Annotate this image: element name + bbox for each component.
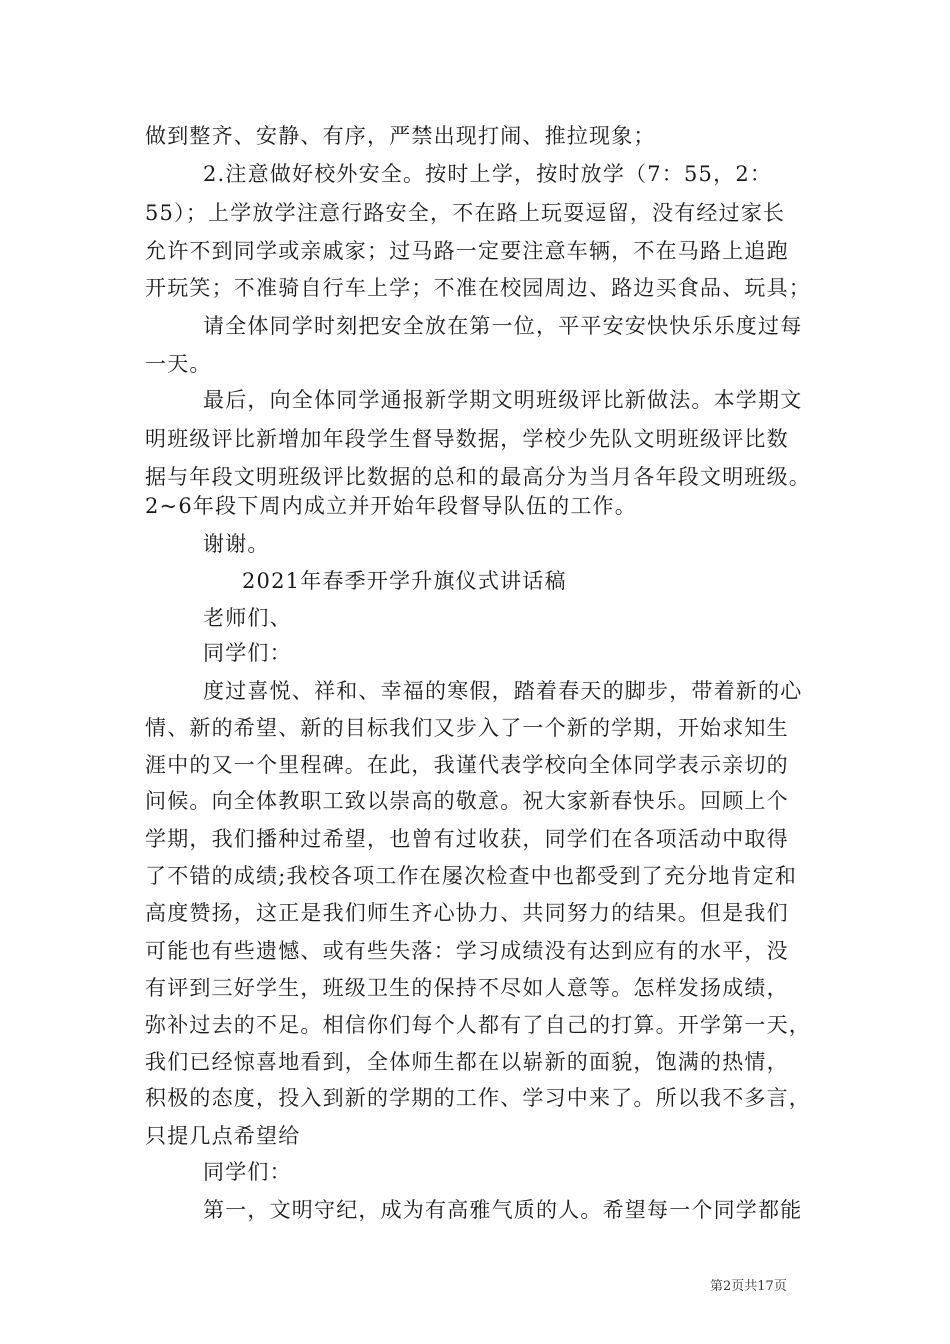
text-line: 最后，向全体同学通报新学期文明班级评比新做法。本学期文 — [203, 388, 803, 412]
text-line: 允许不到同学或亲戚家；过马路一定要注意车辆，不在马路上追跑 — [145, 239, 789, 263]
text-line: 据与年段文明班级评比数据的总和的最高分为当月各年段文明班级。 — [145, 465, 811, 489]
text-line: 一天。 — [145, 352, 212, 376]
text-line: 我们已经惊喜地看到，全体师生都在以崭新的面貌，饱满的热情， — [145, 1050, 789, 1074]
text-line: 明班级评比新增加年段学生督导数据，学校少先队文明班级评比数 — [145, 427, 789, 451]
text-line: 了不错的成绩;我校各项工作在屡次检查中也都受到了充分地肯定和 — [145, 864, 798, 888]
text-line: 问候。向全体教职工致以崇高的敬意。祝大家新春快乐。回顾上个 — [145, 789, 789, 813]
text-line: 学期，我们播种过希望，也曾有过收获，同学们在各项活动中取得 — [145, 827, 789, 851]
text-line: 做到整齐、安静、有序，严禁出现打闹、推拉现象； — [145, 124, 656, 148]
text-line: 有评到三好学生，班级卫生的保持不尽如人意等。怎样发扬成绩， — [145, 976, 789, 1000]
text-line: 开玩笑；不准骑自行车上学；不准在校园周边、路边买食品、玩具； — [145, 276, 811, 300]
text-line: 同学们： — [203, 1160, 292, 1184]
text-line: 同学们： — [203, 641, 292, 665]
text-line: 第一，文明守纪，成为有高雅气质的人。希望每一个同学都能 — [203, 1198, 803, 1222]
text-line: 情、新的希望、新的目标我们又步入了一个新的学期，开始求知生 — [145, 716, 789, 740]
text-line: 涯中的又一个里程碑。在此，我谨代表学校向全体同学表示亲切的 — [145, 753, 789, 777]
text-line: 2~6年段下周内成立并开始年段督导队伍的工作。 — [145, 494, 637, 518]
text-line: 度过喜悦、祥和、幸福的寒假，踏着春天的脚步，带着新的心 — [203, 679, 803, 703]
text-line: 高度赞扬，这正是我们师生齐心协力、共同努力的结果。但是我们 — [145, 901, 789, 925]
text-line: 只提几点希望给 — [145, 1124, 301, 1148]
text-line: 可能也有些遗憾、或有些失落：学习成绩没有达到应有的水平，没 — [145, 939, 789, 963]
text-line: 老师们、 — [203, 606, 292, 630]
speech-title: 2021年春季开学升旗仪式讲话稿 — [242, 569, 567, 593]
text-line: 弥补过去的不足。相信你们每个人都有了自己的打算。开学第一天， — [145, 1013, 811, 1037]
text-line: 55）；上学放学注意行路安全，不在路上玩耍逗留，没有经过家长 — [145, 201, 786, 225]
text-line: 2.注意做好校外安全。按时上学，按时放学（7：55，2： — [203, 162, 773, 186]
page-number: 第2页共17页 — [710, 1279, 787, 1294]
text-line: 请全体同学时刻把安全放在第一位，平平安安快快乐乐度过每 — [203, 314, 803, 338]
text-line: 积极的态度，投入到新的学期的工作、学习中来了。所以我不多言， — [145, 1086, 811, 1110]
text-line: 谢谢。 — [203, 532, 270, 556]
